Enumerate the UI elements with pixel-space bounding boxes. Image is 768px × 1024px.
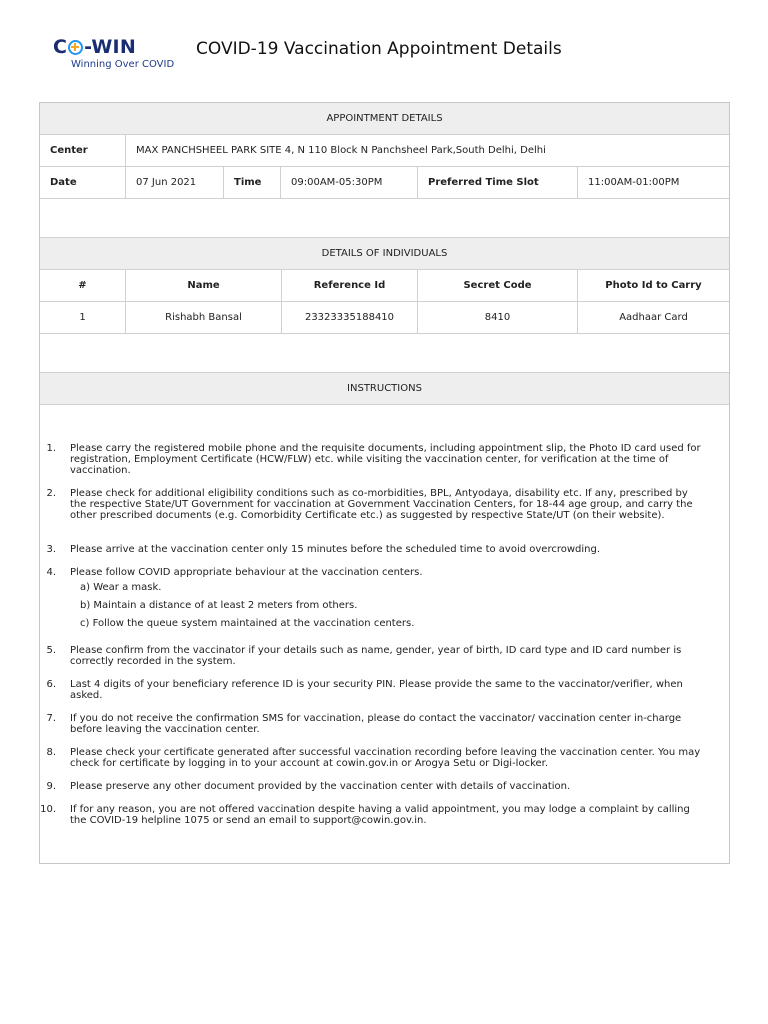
logo-tagline: Winning Over COVID: [71, 59, 175, 70]
column-header-name: Name: [126, 270, 282, 301]
date-value: 07 Jun 2021: [126, 167, 224, 198]
instruction-number: 10.: [40, 804, 56, 815]
cowin-logo: [53, 36, 183, 76]
date-row: [40, 167, 729, 199]
instruction-subitem: b) Maintain a distance of at least 2 meters from others.: [80, 600, 358, 611]
preferred-slot-value: 11:00AM-01:00PM: [588, 177, 680, 188]
logo-text-win: -WIN: [84, 36, 136, 58]
instruction-number: 2.: [46, 488, 56, 499]
time-label: Time: [224, 167, 281, 198]
individual-photo-id: Aadhaar Card: [619, 312, 688, 323]
instruction-text: Please preserve any other document provided by the vaccination center with details of vaccination.: [70, 781, 571, 792]
spacer-row: [40, 199, 729, 238]
individual-name: Rishabh Bansal: [126, 302, 282, 333]
instruction-number: 7.: [46, 713, 56, 724]
column-header-number: #: [40, 270, 126, 301]
instruction-text: Please carry the registered mobile phone and the requisite documents, including appointment slip, the Photo ID card used for registration, Employment Certificate (HCW/FLW) etc. while visiting the vaccination center, for verification at the time of vaccination.: [70, 443, 701, 476]
instruction-number: 8.: [46, 747, 56, 758]
instruction-text: Please check your certificate generated after successful vaccination recording before leaving the vaccination center. You may check for certificate by logging in to your account at cowin.gov.in or Arogya Setu or Digi-locker.: [70, 747, 701, 769]
instruction-number: 3.: [46, 544, 56, 555]
appointment-details-header: APPOINTMENT DETAILS: [40, 103, 729, 135]
center-value: MAX PANCHSHEEL PARK SITE 4, N 110 Block N Panchsheel Park,South Delhi, Delhi: [136, 145, 546, 156]
logo-plus-icon: [68, 40, 83, 55]
instructions-header: INSTRUCTIONS: [40, 373, 729, 405]
instruction-number: 1.: [46, 443, 56, 454]
instruction-text: Please confirm from the vaccinator if your details such as name, gender, year of birth, ID card type and ID card number is correctly recorded in the system.: [70, 645, 682, 667]
individual-number: 1: [40, 302, 126, 333]
instruction-text: Last 4 digits of your beneficiary reference ID is your security PIN. Please provide the same to the vaccinator/verifier, when asked.: [70, 679, 683, 701]
instruction-text: Please follow COVID appropriate behaviour at the vaccination centers.: [70, 567, 423, 578]
appointment-document: [39, 102, 730, 864]
column-header-photo-id: Photo Id to Carry: [605, 280, 702, 291]
instruction-subitem: a) Wear a mask.: [80, 582, 162, 593]
instruction-number: 4.: [46, 567, 56, 578]
instruction-text: Please check for additional eligibility conditions such as co-morbidities, BPL, Antyodaya, disability etc. If any, prescribed by the respective State/UT Government for vaccination at Government Vaccination Centers, for 18-44 age group, and carry the other prescribed documents (e.g. Comorbidity Certificate etc.) as suggested by respective State/UT (on their website).: [70, 488, 693, 521]
individuals-column-headers: [40, 270, 729, 302]
preferred-slot-label: Preferred Time Slot: [418, 167, 578, 198]
date-label: Date: [40, 167, 126, 198]
page-title: COVID-19 Vaccination Appointment Details: [196, 39, 562, 59]
logo-text-c: C: [53, 36, 68, 58]
instruction-number: 9.: [46, 781, 56, 792]
individuals-header: DETAILS OF INDIVIDUALS: [40, 238, 729, 270]
spacer-row: [40, 334, 729, 373]
individual-reference-id: 23323335188410: [282, 302, 418, 333]
instruction-number: 5.: [46, 645, 56, 656]
time-value: 09:00AM-05:30PM: [281, 167, 418, 198]
instruction-text: Please arrive at the vaccination center only 15 minutes before the scheduled time to avoid overcrowding.: [70, 544, 601, 555]
instruction-text: If for any reason, you are not offered vaccination despite having a valid appointment, you may lodge a complaint by calling the COVID-19 helpline 1075 or send an email to support@cowin.gov.in.: [70, 804, 690, 826]
center-row: [40, 135, 729, 167]
table-row: [40, 302, 729, 334]
instruction-subitem: c) Follow the queue system maintained at the vaccination centers.: [80, 618, 415, 629]
instruction-number: 6.: [46, 679, 56, 690]
center-label: Center: [40, 135, 126, 166]
instruction-text: If you do not receive the confirmation SMS for vaccination, please do contact the vaccinator/ vaccination center in-charge before leaving the vaccination center.: [70, 713, 682, 735]
column-header-reference-id: Reference Id: [282, 270, 418, 301]
individual-secret-code: 8410: [418, 302, 578, 333]
column-header-secret-code: Secret Code: [418, 270, 578, 301]
